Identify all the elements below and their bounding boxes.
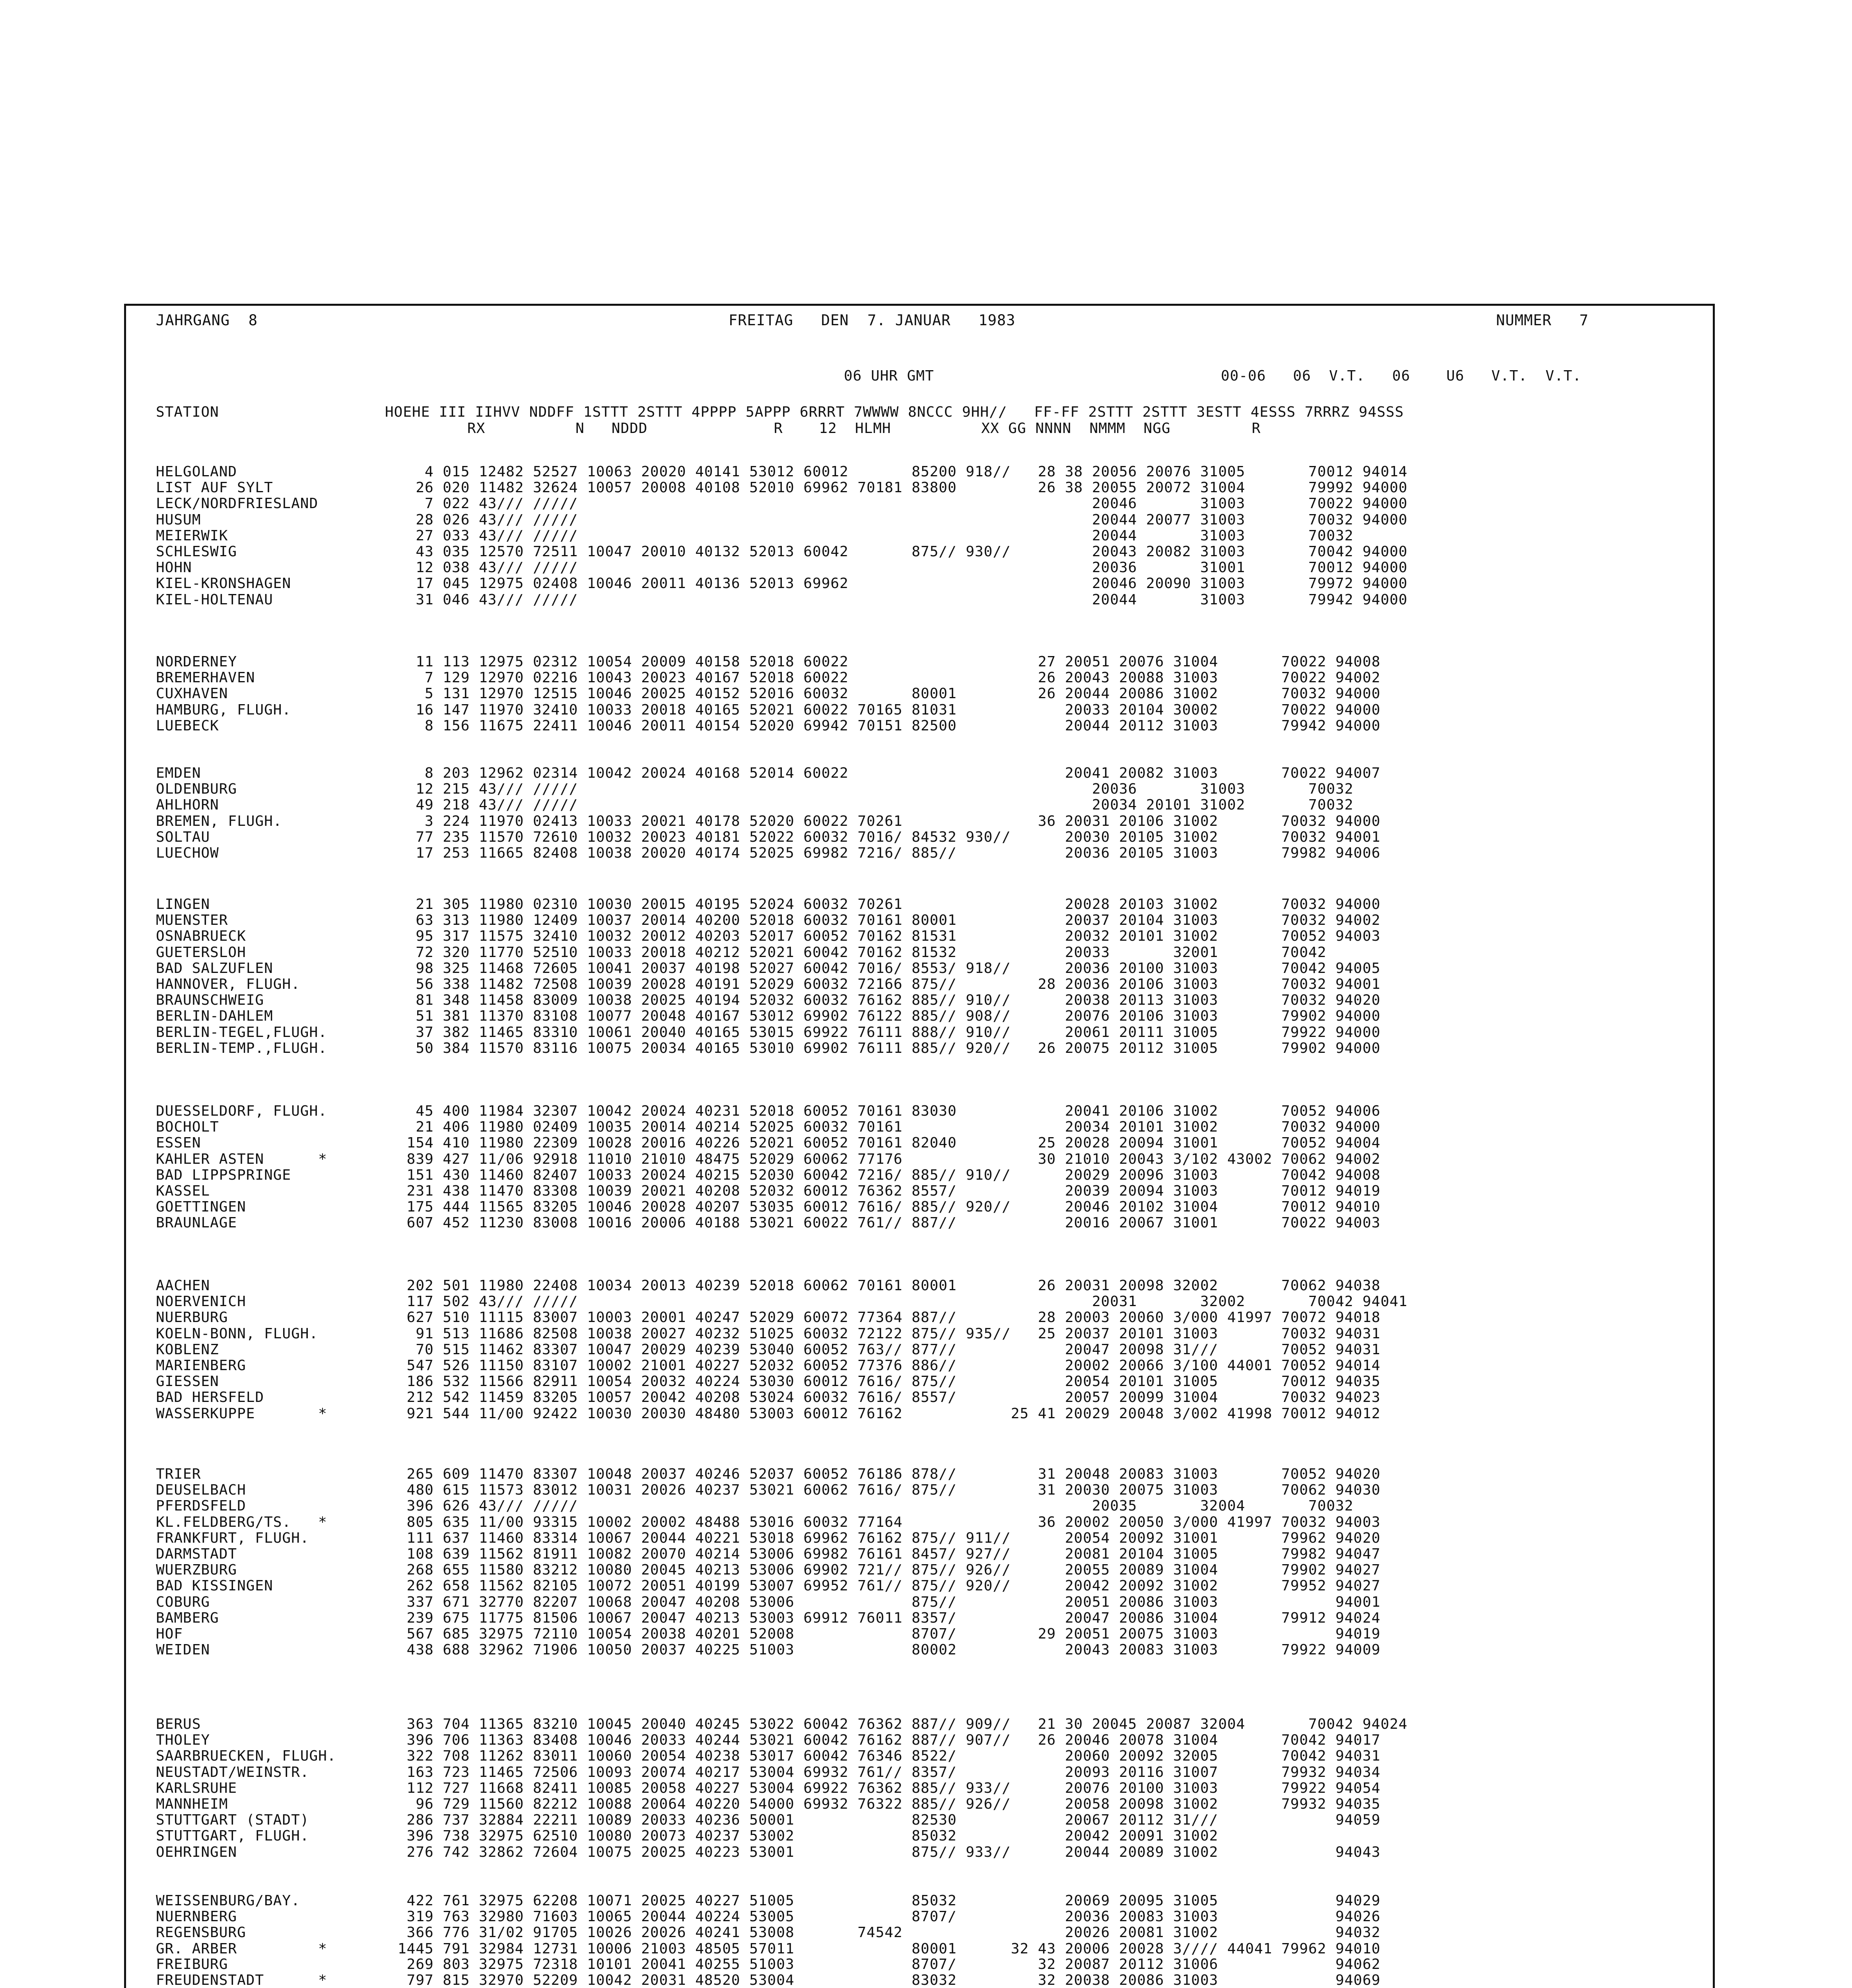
station-data-row: 627 510 11115 83007 10003 20001 40247 52029 60072 77364 887// 28 20003 20060 3/000 41997 70072 94018 xyxy=(398,1309,1381,1326)
station-name: KOBLENZ xyxy=(156,1342,219,1358)
station-data-row: 4 015 12482 52527 10063 20020 40141 53012 60012 85200 918// 28 38 20056 20076 31005 70012 94014 xyxy=(398,464,1408,480)
station-data-row: 117 502 43/// ///// 20031 32002 70042 94041 xyxy=(398,1293,1408,1310)
station-data-row: 805 635 11/00 93315 10002 20002 48488 53016 60032 77164 36 20002 20050 3/000 41997 70032 94003 xyxy=(398,1514,1381,1530)
station-name: KOELN-BONN, FLUGH. xyxy=(156,1326,319,1342)
station-data-row: 186 532 11566 82911 10054 20032 40224 53030 60012 7616/ 875// 20054 20101 31005 70012 94035 xyxy=(398,1373,1381,1390)
station-name: SCHLESWIG xyxy=(156,544,237,560)
station-name: KAHLER ASTEN * xyxy=(156,1151,327,1167)
station-name: BERLIN-DAHLEM xyxy=(156,1008,273,1024)
station-name: AHLHORN xyxy=(156,797,219,813)
station-name: DEUSELBACH xyxy=(156,1482,246,1498)
station-data-row: 27 033 43/// ///// 20044 31003 70032 xyxy=(398,528,1354,544)
station-data-row: 151 430 11460 82407 10033 20024 40215 52030 60042 7216/ 885// 910// 20029 20096 31003 70042 94008 xyxy=(398,1167,1381,1183)
station-data-row: 98 325 11468 72605 10041 20037 40198 52027 60042 7016/ 8553/ 918// 20036 20100 31003 70042 94005 xyxy=(398,960,1381,977)
station-data-row: 337 671 32770 82207 10068 20047 40208 53006 875// 20051 20086 31003 94001 xyxy=(398,1594,1381,1610)
station-name: FREIBURG xyxy=(156,1956,228,1972)
issue-date: FREITAG DEN 7. JANUAR 1983 xyxy=(729,312,1016,329)
station-data-row: 363 704 11365 83210 10045 20040 40245 53022 60042 76362 887// 909// 21 30 20045 20087 32004 70042 94024 xyxy=(398,1716,1408,1732)
station-data-row: 154 410 11980 22309 10028 20016 40226 52021 60052 70161 82040 25 20028 20094 31001 70052 94004 xyxy=(398,1135,1381,1151)
station-name: MANNHEIM xyxy=(156,1796,228,1812)
station-name: OSNABRUECK xyxy=(156,928,246,944)
station-name: HAMBURG, FLUGH. xyxy=(156,702,292,718)
station-name: BAD SALZUFLEN xyxy=(156,960,273,977)
station-name: THOLEY xyxy=(156,1732,210,1748)
station-name: HOHN xyxy=(156,559,192,576)
station-name: MEIERWIK xyxy=(156,528,228,544)
station-name: REGENSBURG xyxy=(156,1924,246,1941)
issue-number: NUMMER 7 xyxy=(1496,312,1589,329)
station-name: NORDERNEY xyxy=(156,654,237,670)
station-name: EMDEN xyxy=(156,765,201,781)
issue-year: JAHRGANG 8 xyxy=(156,312,258,329)
station-name: WASSERKUPPE * xyxy=(156,1406,327,1422)
station-data-row: 286 737 32884 22211 10089 20033 40236 50001 82530 20067 20112 31/// 94059 xyxy=(398,1812,1381,1828)
station-data-row: 547 526 11150 83107 10002 21001 40227 52032 60052 77376 886// 20002 20066 3/100 44001 70052 94014 xyxy=(398,1357,1381,1374)
station-name: CUXHAVEN xyxy=(156,685,228,702)
station-data-row: 12 215 43/// ///// 20036 31003 70032 xyxy=(398,781,1354,797)
station-name: NOERVENICH xyxy=(156,1293,246,1310)
station-data-row: 17 253 11665 82408 10038 20020 40174 52025 69982 7216/ 885// 20036 20105 31003 79982 94006 xyxy=(398,845,1381,861)
station-data-row: 21 406 11980 02409 10035 20014 40214 52025 60032 70161 20034 20101 31002 70032 94000 xyxy=(398,1119,1381,1135)
station-data-row: 480 615 11573 83012 10031 20026 40237 53021 60062 7616/ 875// 31 20030 20075 31003 70062 94030 xyxy=(398,1482,1381,1498)
station-data-row: 175 444 11565 83205 10046 20028 40207 53035 60012 7616/ 885// 920// 20046 20102 31004 70012 94010 xyxy=(398,1199,1381,1215)
station-data-row: 8 203 12962 02314 10042 20024 40168 52014 60022 20041 20082 31003 70022 94007 xyxy=(398,765,1381,781)
station-name: DUESSELDORF, FLUGH. xyxy=(156,1103,327,1119)
station-name: BERUS xyxy=(156,1716,201,1732)
station-name: BAD HERSFELD xyxy=(156,1389,264,1406)
station-name: BAD KISSINGEN xyxy=(156,1578,273,1594)
station-data-row: 108 639 11562 81911 10082 20070 40214 53006 69982 76161 8457/ 927// 20081 20104 31005 79982 94047 xyxy=(398,1546,1381,1562)
station-name: KIEL-KRONSHAGEN xyxy=(156,575,292,592)
station-column-header: STATION xyxy=(156,404,219,420)
station-name: BOCHOLT xyxy=(156,1119,219,1135)
station-name: LIST AUF SYLT xyxy=(156,480,273,496)
station-name: DARMSTADT xyxy=(156,1546,237,1562)
station-name: LUECHOW xyxy=(156,845,219,861)
station-data-row: 269 803 32975 72318 10101 20041 40255 51003 8707/ 32 20087 20112 31006 94062 xyxy=(398,1956,1381,1972)
station-data-row: 81 348 11458 83009 10038 20025 40194 52032 60032 76162 885// 910// 20038 20113 31003 70032 94020 xyxy=(398,992,1381,1008)
station-data-row: 7 022 43/// ///// 20046 31003 70022 94000 xyxy=(398,495,1408,512)
station-name: SAARBRUECKEN, FLUGH. xyxy=(156,1748,336,1764)
station-name: NUERBURG xyxy=(156,1309,228,1326)
station-name: STUTTGART, FLUGH. xyxy=(156,1828,309,1844)
station-data-row: 797 815 32970 52209 10042 20031 48520 53004 83032 32 20038 20086 31003 94069 xyxy=(398,1972,1381,1988)
station-data-row: 319 763 32980 71603 10065 20044 40224 53005 8707/ 20036 20083 31003 94026 xyxy=(398,1908,1381,1925)
station-data-row: 921 544 11/00 92422 10030 20030 48480 53003 60012 76162 25 41 20029 20048 3/002 41998 70012 94012 xyxy=(398,1406,1381,1422)
station-name: WEISSENBURG/BAY. xyxy=(156,1893,300,1909)
station-name: TRIER xyxy=(156,1466,201,1482)
station-name: BAMBERG xyxy=(156,1610,219,1626)
station-data-row: 239 675 11775 81506 10067 20047 40213 53003 69912 76011 8357/ 20047 20086 31004 79912 94024 xyxy=(398,1610,1381,1626)
station-data-row: 265 609 11470 83307 10048 20037 40246 52037 60052 76186 878// 31 20048 20083 31003 70052 94020 xyxy=(398,1466,1381,1482)
station-data-row: 8 156 11675 22411 10046 20011 40154 52020 69942 70151 82500 20044 20112 31003 79942 94000 xyxy=(398,718,1381,734)
station-name: LUEBECK xyxy=(156,718,219,734)
station-name: HOF xyxy=(156,1626,183,1642)
station-name: MUENSTER xyxy=(156,912,228,928)
station-data-row: 95 317 11575 32410 10032 20012 40203 52017 60052 70162 81531 20032 20101 31002 70052 94003 xyxy=(398,928,1381,944)
station-data-row: 70 515 11462 83307 10047 20029 40239 53040 60052 763// 877// 20047 20098 31/// 70052 94031 xyxy=(398,1342,1381,1358)
station-name: LECK/NORDFRIESLAND xyxy=(156,495,319,512)
station-data-row: 396 626 43/// ///// 20035 32004 70032 xyxy=(398,1498,1354,1514)
station-data-row: 28 026 43/// ///// 20044 20077 31003 70032 94000 xyxy=(398,512,1408,528)
station-data-row: 72 320 11770 52510 10033 20018 40212 52021 60042 70162 81532 20033 32001 70042 xyxy=(398,944,1327,961)
station-name: BRAUNSCHWEIG xyxy=(156,992,264,1008)
station-data-row: 276 742 32862 72604 10075 20025 40223 53001 875// 933// 20044 20089 31002 94043 xyxy=(398,1844,1381,1860)
station-name: COBURG xyxy=(156,1594,210,1610)
station-name: HANNOVER, FLUGH. xyxy=(156,976,300,992)
station-name: BRAUNLAGE xyxy=(156,1215,237,1231)
station-data-row: 96 729 11560 82212 10088 20064 40220 54000 69932 76322 885// 926// 20058 20098 31002 79932 94035 xyxy=(398,1796,1381,1812)
station-data-row: 231 438 11470 83308 10039 20021 40208 52032 60012 76362 8557/ 20039 20094 31003 70012 94019 xyxy=(398,1183,1381,1199)
station-name: FREUDENSTADT * xyxy=(156,1972,327,1988)
station-name: WUERZBURG xyxy=(156,1562,237,1578)
station-data-row: 322 708 11262 83011 10060 20054 40238 53017 60042 76346 8522/ 20060 20092 32005 70042 94031 xyxy=(398,1748,1381,1764)
station-data-row: 3 224 11970 02413 10033 20021 40178 52020 60022 70261 36 20031 20106 31002 70032 94000 xyxy=(398,813,1381,829)
station-data-row: 202 501 11980 22408 10034 20013 40239 52018 60062 70161 80001 26 20031 20098 32002 70062 94038 xyxy=(398,1277,1381,1294)
station-data-row: 438 688 32962 71906 10050 20037 40225 51003 80002 20043 20083 31003 79922 94009 xyxy=(398,1642,1381,1658)
station-data-row: 163 723 11465 72506 10093 20074 40217 53004 69932 761// 8357/ 20093 20116 31007 79932 94034 xyxy=(398,1764,1381,1780)
station-name: BAD LIPPSPRINGE xyxy=(156,1167,292,1183)
station-data-row: 43 035 12570 72511 10047 20010 40132 52013 60042 875// 930// 20043 20082 31003 70042 94000 xyxy=(398,544,1408,560)
station-data-row: 26 020 11482 32624 10057 20008 40108 52010 69962 70181 83800 26 38 20055 20072 31004 79992 94000 xyxy=(398,480,1408,496)
station-name: BREMERHAVEN xyxy=(156,670,255,686)
station-name: AACHEN xyxy=(156,1277,210,1294)
code-column-subheaders: RX N NDDD R 12 HLMH XX GG NNNN NMMM NGG R xyxy=(467,420,1261,437)
station-data-row: 1445 791 32984 12731 10006 21003 48505 57011 80001 32 43 20006 20028 3//// 44041 79962 94010 xyxy=(398,1941,1381,1957)
station-name: GUETERSLOH xyxy=(156,944,246,961)
station-name: KARLSRUHE xyxy=(156,1780,237,1796)
station-data-row: 21 305 11980 02310 10030 20015 40195 52024 60032 70261 20028 20103 31002 70032 94000 xyxy=(398,896,1381,912)
station-name: MARIENBERG xyxy=(156,1357,246,1374)
station-name: KASSEL xyxy=(156,1183,210,1199)
station-data-row: 16 147 11970 32410 10033 20018 40165 52021 60022 70165 81031 20033 20104 30002 70022 94000 xyxy=(398,702,1381,718)
code-column-headers: HOEHE III IIHVV NDDFF 1STTT 2STTT 4PPPP 5APPP 6RRRT 7WWWW 8NCCC 9HH// FF-FF 2STTT 2STTT 3ESTT 4ESSS 7RRRZ 94SSS xyxy=(385,404,1404,420)
station-data-row: 396 738 32975 62510 10080 20073 40237 53002 85032 20042 20091 31002 xyxy=(398,1828,1218,1844)
station-data-row: 17 045 12975 02408 10046 20011 40136 52013 69962 20046 20090 31003 79972 94000 xyxy=(398,575,1408,592)
station-name: HELGOLAND xyxy=(156,464,237,480)
station-name: WEIDEN xyxy=(156,1642,210,1658)
station-name: GR. ARBER * xyxy=(156,1941,327,1957)
station-data-row: 111 637 11460 83314 10067 20044 40221 53018 69962 76162 875// 911// 20054 20092 31001 79962 94020 xyxy=(398,1530,1381,1546)
station-data-row: 77 235 11570 72610 10032 20023 40181 52022 60032 7016/ 84532 930// 20030 20105 31002 70032 94001 xyxy=(398,829,1381,845)
station-data-row: 11 113 12975 02312 10054 20009 40158 52018 60022 27 20051 20076 31004 70022 94008 xyxy=(398,654,1381,670)
station-data-row: 5 131 12970 12515 10046 20025 40152 52016 60032 80001 26 20044 20086 31002 70032 94000 xyxy=(398,685,1381,702)
station-data-row: 56 338 11482 72508 10039 20028 40191 52029 60032 72166 875// 28 20036 20106 31003 70032 94001 xyxy=(398,976,1381,992)
station-name: NEUSTADT/WEINSTR. xyxy=(156,1764,309,1780)
station-name: GOETTINGEN xyxy=(156,1199,246,1215)
station-data-row: 45 400 11984 32307 10042 20024 40231 52018 60052 70161 83030 20041 20106 31002 70052 94006 xyxy=(398,1103,1381,1119)
station-data-row: 262 658 11562 82105 10072 20051 40199 53007 69952 761// 875// 920// 20042 20092 31002 79952 94027 xyxy=(398,1578,1381,1594)
station-name: HUSUM xyxy=(156,512,201,528)
station-data-row: 212 542 11459 83205 10057 20042 40208 53024 60032 7616/ 8557/ 20057 20099 31004 70032 94023 xyxy=(398,1389,1381,1406)
station-data-row: 607 452 11230 83008 10016 20006 40188 53021 60022 761// 887// 20016 20067 31001 70022 94003 xyxy=(398,1215,1381,1231)
station-data-row: 567 685 32975 72110 10054 20038 40201 52008 8707/ 29 20051 20075 31003 94019 xyxy=(398,1626,1381,1642)
secondary-column-group-header: 00-06 06 V.T. 06 U6 V.T. V.T. xyxy=(1221,368,1582,384)
station-name: NUERNBERG xyxy=(156,1908,237,1925)
station-name: GIESSEN xyxy=(156,1373,219,1390)
station-name: FRANKFURT, FLUGH. xyxy=(156,1530,309,1546)
station-name: OEHRINGEN xyxy=(156,1844,237,1860)
station-name: LINGEN xyxy=(156,896,210,912)
station-data-row: 268 655 11580 83212 10080 20045 40213 53006 69902 721// 875// 926// 20055 20089 31004 79902 94027 xyxy=(398,1562,1381,1578)
station-name: BREMEN, FLUGH. xyxy=(156,813,282,829)
station-data-row: 49 218 43/// ///// 20034 20101 31002 70032 xyxy=(398,797,1354,813)
station-name: BERLIN-TEGEL,FLUGH. xyxy=(156,1024,327,1041)
station-name: OLDENBURG xyxy=(156,781,237,797)
observation-time-header: 06 UHR GMT xyxy=(844,368,934,384)
station-name: BERLIN-TEMP.,FLUGH. xyxy=(156,1040,327,1056)
station-data-row: 31 046 43/// ///// 20044 31003 79942 94000 xyxy=(398,592,1408,608)
station-name: SOLTAU xyxy=(156,829,210,845)
station-data-row: 366 776 31/02 91705 10026 20026 40241 53008 74542 20026 20081 31002 94032 xyxy=(398,1924,1381,1941)
station-data-row: 396 706 11363 83408 10046 20033 40244 53021 60042 76162 887// 907// 26 20046 20078 31004 70042 94017 xyxy=(398,1732,1381,1748)
station-data-row: 839 427 11/06 92918 11010 21010 48475 52029 60062 77176 30 21010 20043 3/102 43002 70062 94002 xyxy=(398,1151,1381,1167)
station-data-row: 51 381 11370 83108 10077 20048 40167 53012 69902 76122 885// 908// 20076 20106 31003 79902 94000 xyxy=(398,1008,1381,1024)
station-data-row: 112 727 11668 82411 10085 20058 40227 53004 69922 76362 885// 933// 20076 20100 31003 79922 94054 xyxy=(398,1780,1381,1796)
station-data-row: 50 384 11570 83116 10075 20034 40165 53010 69902 76111 885// 920// 26 20075 20112 31005 79902 94000 xyxy=(398,1040,1381,1056)
station-data-row: 91 513 11686 82508 10038 20027 40232 51025 60032 72122 875// 935// 25 20037 20101 31003 70032 94031 xyxy=(398,1326,1381,1342)
station-name: KL.FELDBERG/TS. * xyxy=(156,1514,327,1530)
station-data-row: 422 761 32975 62208 10071 20025 40227 51005 85032 20069 20095 31005 94029 xyxy=(398,1893,1381,1909)
station-data-row: 12 038 43/// ///// 20036 31001 70012 94000 xyxy=(398,559,1408,576)
station-data-row: 7 129 12970 02216 10043 20023 40167 52018 60022 26 20043 20088 31003 70022 94002 xyxy=(398,670,1381,686)
station-data-row: 63 313 11980 12409 10037 20014 40200 52018 60032 70161 80001 20037 20104 31003 70032 94002 xyxy=(398,912,1381,928)
station-name: STUTTGART (STADT) xyxy=(156,1812,309,1828)
station-data-row: 37 382 11465 83310 10061 20040 40165 53015 69922 76111 888// 910// 20061 20111 31005 79922 94000 xyxy=(398,1024,1381,1041)
station-name: ESSEN xyxy=(156,1135,201,1151)
station-name: PFERDSFELD xyxy=(156,1498,246,1514)
station-name: KIEL-HOLTENAU xyxy=(156,592,273,608)
